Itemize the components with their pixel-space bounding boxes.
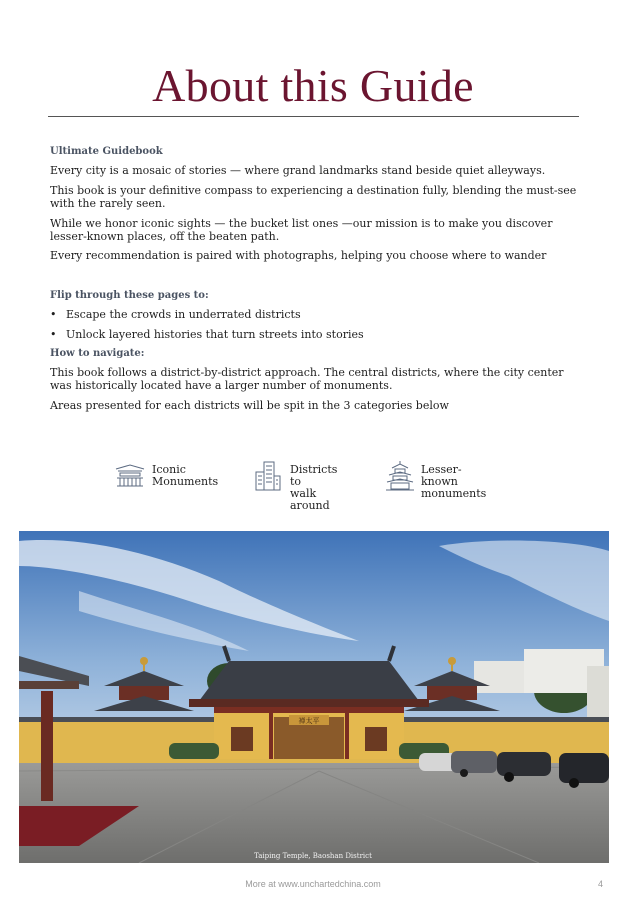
footer-link-text: More at www.unchartedchina.com — [245, 879, 381, 889]
city-buildings-icon — [254, 460, 282, 492]
section-heading-navigate: How to navigate: — [50, 348, 145, 359]
bullet-text: Escape the crowds in underrated districts — [66, 308, 301, 321]
intro-paragraph-2: This book is your definitive compass to experiencing a destination fully, blending the must-see with the rarely seen. — [50, 184, 577, 210]
page-number: 4 — [598, 879, 604, 889]
page-title: About this Guide — [152, 60, 474, 111]
intro-paragraph-4: Every recommendation is paired with photographs, helping you choose where to wander — [50, 249, 547, 262]
category-label: Districts to walk around — [290, 463, 338, 512]
title-divider — [48, 116, 579, 117]
temple-illustration — [19, 531, 609, 863]
temple-plaque-text: 禅太平 — [298, 717, 320, 725]
category-label: Lesser-known monuments — [421, 463, 487, 500]
section-heading-flip: Flip through these pages to: — [50, 290, 209, 301]
navigate-paragraph-2: Areas presented for each districts will be spit in the 3 categories below — [50, 399, 449, 412]
category-label: Iconic Monuments — [152, 463, 219, 488]
bullet-item: • Unlock layered histories that turn streets into stories — [50, 328, 364, 341]
temple-gate-icon — [114, 460, 146, 490]
intro-paragraph-1: Every city is a mosaic of stories — where grand landmarks stand beside quiet alleyways. — [50, 164, 546, 177]
photo-caption: Taiping Temple, Baoshan District — [254, 852, 372, 860]
navigate-paragraph-1: This book follows a district-by-district approach. The central districts, where the city center was historically located have a larger number of monuments. — [50, 366, 564, 392]
temple-photo — [19, 531, 609, 863]
bullet-item: • Escape the crowds in underrated districts — [50, 308, 301, 321]
intro-paragraph-3: While we honor iconic sights — the bucket list ones —our mission is to make you discover lesser-known places, off the beaten path. — [50, 217, 553, 243]
bullet-text: Unlock layered histories that turn streets into stories — [66, 328, 364, 341]
pagoda-icon — [385, 460, 415, 492]
section-heading-ultimate-guidebook: Ultimate Guidebook — [50, 146, 163, 157]
